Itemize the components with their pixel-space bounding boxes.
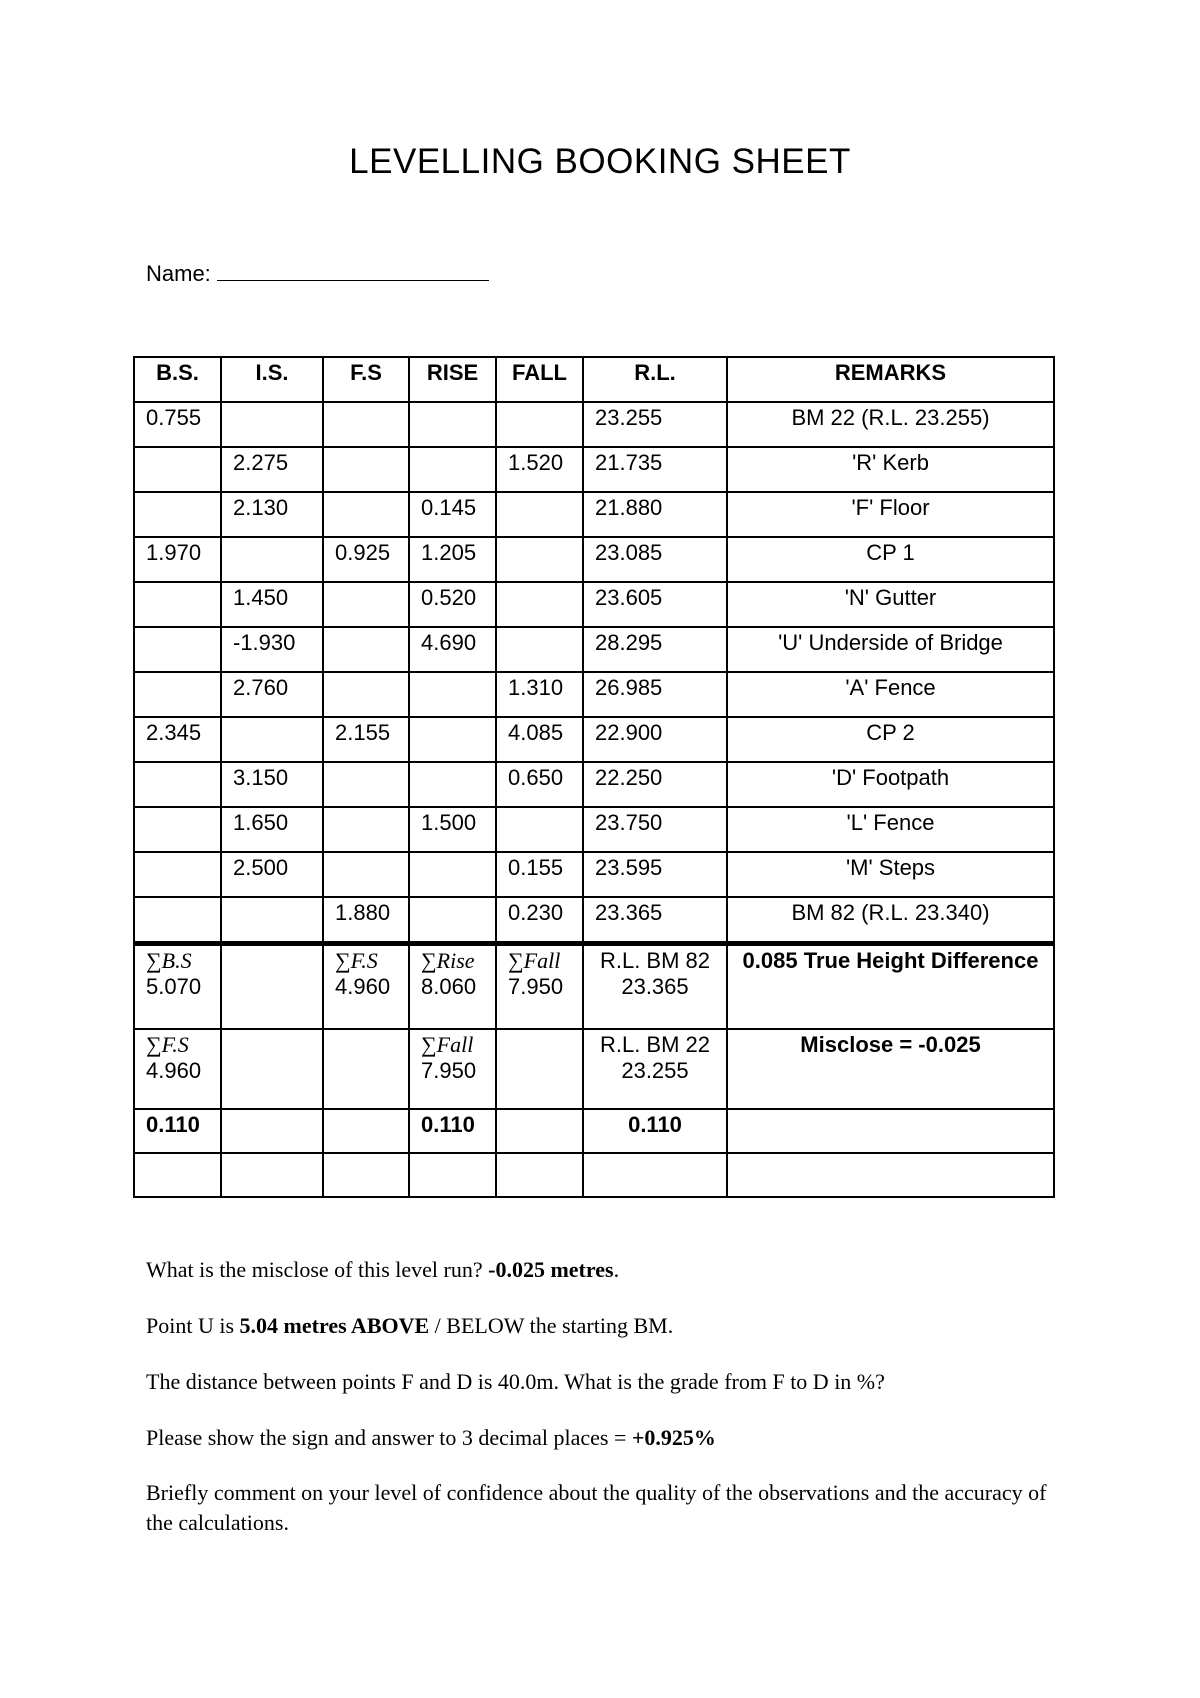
sum-fs-value: 4.960 [335, 974, 391, 999]
cell-fs [323, 582, 409, 627]
levelling-table [133, 356, 1055, 1198]
cell-bs [134, 807, 221, 852]
cell-bs [134, 492, 221, 537]
sum-fall-check-symbol: ∑Fall [421, 1032, 474, 1057]
cell-fs [323, 762, 409, 807]
empty-cell [583, 1153, 727, 1197]
cell-is [221, 717, 323, 762]
cell-rise: 0.520 [409, 582, 496, 627]
cell-bs: 2.345 [134, 717, 221, 762]
cell-remarks: BM 22 (R.L. 23.255) [727, 402, 1054, 447]
cell-is [221, 897, 323, 944]
cell-fs [323, 852, 409, 897]
cell-rise [409, 762, 496, 807]
cell-remarks: 'U' Underside of Bridge [727, 627, 1054, 672]
diff-bs-fs: 0.110 [134, 1109, 221, 1153]
totals-row-2 [134, 1029, 1054, 1109]
answer-point-u: 5.04 metres ABOVE [239, 1313, 430, 1338]
header-is: I.S. [221, 357, 323, 402]
cell-rise [409, 402, 496, 447]
answer-grade: +0.925% [631, 1425, 716, 1450]
cell-rise [409, 717, 496, 762]
cell-bs [134, 672, 221, 717]
sum-fall-symbol: ∑Fall [508, 948, 561, 973]
empty-cell [496, 1109, 583, 1153]
totals-row-3 [134, 1109, 1054, 1153]
cell-fall [496, 807, 583, 852]
table-row [134, 717, 1054, 762]
sum-rise-symbol: ∑Rise [421, 948, 475, 973]
cell-rise: 1.205 [409, 537, 496, 582]
empty-cell [134, 1153, 221, 1197]
sum-fs-check-symbol: ∑F.S [146, 1032, 189, 1057]
cell-remarks: 'M' Steps [727, 852, 1054, 897]
diff-rl: 0.110 [583, 1109, 727, 1153]
empty-cell [323, 1153, 409, 1197]
header-rl: R.L. [583, 357, 727, 402]
header-row [134, 357, 1054, 402]
cell-fs [323, 492, 409, 537]
empty-cell [496, 1029, 583, 1109]
empty-cell [727, 1109, 1054, 1153]
sum-fs-cell [323, 944, 409, 1030]
table-row [134, 447, 1054, 492]
header-rise: RISE [409, 357, 496, 402]
sum-fall-value: 7.950 [508, 974, 564, 999]
cell-remarks: 'R' Kerb [727, 447, 1054, 492]
cell-is: 2.500 [221, 852, 323, 897]
cell-bs [134, 852, 221, 897]
empty-cell [221, 1029, 323, 1109]
answer-misclose: -0.025 metres [488, 1257, 614, 1282]
cell-remarks: CP 2 [727, 717, 1054, 762]
cell-bs: 0.755 [134, 402, 221, 447]
empty-cell [496, 1153, 583, 1197]
cell-rise [409, 672, 496, 717]
header-fs: F.S [323, 357, 409, 402]
cell-remarks: 'D' Footpath [727, 762, 1054, 807]
name-blank-line [217, 260, 489, 281]
blank-row [134, 1153, 1054, 1197]
empty-cell [727, 1153, 1054, 1197]
empty-cell [221, 1153, 323, 1197]
cell-is: 2.130 [221, 492, 323, 537]
cell-is: -1.930 [221, 627, 323, 672]
name-field [146, 260, 489, 287]
question-grade: The distance between points F and D is 40.0m. What is the grade from F to D in %? [146, 1369, 885, 1394]
empty-cell [221, 944, 323, 1030]
empty-cell [221, 1109, 323, 1153]
cell-remarks: 'N' Gutter [727, 582, 1054, 627]
cell-rl: 26.985 [583, 672, 727, 717]
cell-remarks: 'F' Floor [727, 492, 1054, 537]
cell-rl: 21.880 [583, 492, 727, 537]
cell-fall: 1.310 [496, 672, 583, 717]
table-row [134, 807, 1054, 852]
sum-fall-check-cell [409, 1029, 496, 1109]
rl-bm22-cell: R.L. BM 22 23.255 [583, 1029, 727, 1109]
cell-is: 1.450 [221, 582, 323, 627]
cell-rl: 23.255 [583, 402, 727, 447]
question-misclose: What is the misclose of this level run? -0.025 metres. [146, 1257, 620, 1282]
cell-remarks: 'A' Fence [727, 672, 1054, 717]
table-row [134, 537, 1054, 582]
header-bs: B.S. [134, 357, 221, 402]
cell-fall: 0.155 [496, 852, 583, 897]
cell-rl: 23.085 [583, 537, 727, 582]
table-row [134, 762, 1054, 807]
cell-rl: 22.900 [583, 717, 727, 762]
cell-rl: 23.750 [583, 807, 727, 852]
rl-bm82-cell: R.L. BM 82 23.365 [583, 944, 727, 1030]
sum-bs-cell [134, 944, 221, 1030]
table-row [134, 582, 1054, 627]
cell-fs [323, 807, 409, 852]
page-title: LEVELLING BOOKING SHEET [349, 142, 851, 181]
cell-remarks: BM 82 (R.L. 23.340) [727, 897, 1054, 944]
sum-fs-check-value: 4.960 [146, 1058, 202, 1083]
empty-cell [409, 1153, 496, 1197]
cell-fall [496, 537, 583, 582]
table-row [134, 672, 1054, 717]
cell-rise: 1.500 [409, 807, 496, 852]
cell-fs: 2.155 [323, 717, 409, 762]
cell-fs [323, 447, 409, 492]
cell-remarks: CP 1 [727, 537, 1054, 582]
header-fall: FALL [496, 357, 583, 402]
cell-is [221, 537, 323, 582]
cell-is: 2.275 [221, 447, 323, 492]
cell-rl: 23.605 [583, 582, 727, 627]
cell-rl: 21.735 [583, 447, 727, 492]
cell-rise [409, 852, 496, 897]
sum-fs-check-cell [134, 1029, 221, 1109]
sum-fall-check-value: 7.950 [421, 1058, 477, 1083]
sum-rise-cell [409, 944, 496, 1030]
sum-bs-symbol: ∑B.S [146, 948, 192, 973]
cell-rl: 23.365 [583, 897, 727, 944]
table-row [134, 627, 1054, 672]
empty-cell [323, 1029, 409, 1109]
table-row [134, 402, 1054, 447]
header-remarks: REMARKS [727, 357, 1054, 402]
cell-is [221, 402, 323, 447]
cell-fs: 1.880 [323, 897, 409, 944]
cell-is: 3.150 [221, 762, 323, 807]
cell-bs [134, 627, 221, 672]
cell-rise: 0.145 [409, 492, 496, 537]
table-row [134, 492, 1054, 537]
cell-fall [496, 402, 583, 447]
question-point-u-prefix: Point U is [146, 1313, 235, 1338]
cell-rise [409, 897, 496, 944]
question-confidence: Briefly comment on your level of confidence about the quality of the observations and the accuracy of the calculations. [146, 1480, 1047, 1535]
true-height-difference: 0.085 True Height Difference [727, 944, 1054, 1030]
cell-fall: 0.650 [496, 762, 583, 807]
cell-bs [134, 897, 221, 944]
cell-fall [496, 627, 583, 672]
cell-fall: 0.230 [496, 897, 583, 944]
table-row [134, 897, 1054, 944]
cell-fall: 4.085 [496, 717, 583, 762]
sum-fall-cell [496, 944, 583, 1030]
cell-bs [134, 582, 221, 627]
question-grade-answer-text: Please show the sign and answer to 3 decimal places = [146, 1425, 627, 1450]
cell-is: 1.650 [221, 807, 323, 852]
cell-fall [496, 492, 583, 537]
cell-rise: 4.690 [409, 627, 496, 672]
cell-rl: 22.250 [583, 762, 727, 807]
table-row [134, 852, 1054, 897]
cell-bs: 1.970 [134, 537, 221, 582]
misclose-cell: Misclose = -0.025 [727, 1029, 1054, 1109]
cell-fs [323, 402, 409, 447]
question-grade-answer [146, 1423, 1066, 1453]
name-label: Name: [146, 261, 211, 286]
cell-fall: 1.520 [496, 447, 583, 492]
cell-fs [323, 672, 409, 717]
question-point-u [146, 1311, 1066, 1341]
empty-cell [323, 1109, 409, 1153]
sum-rise-value: 8.060 [421, 974, 477, 999]
diff-rise-fall: 0.110 [409, 1109, 496, 1153]
cell-is: 2.760 [221, 672, 323, 717]
cell-rl: 23.595 [583, 852, 727, 897]
cell-fs [323, 627, 409, 672]
cell-rl: 28.295 [583, 627, 727, 672]
question-point-u-suffix: / BELOW the starting BM. [434, 1313, 674, 1338]
cell-rise [409, 447, 496, 492]
sum-bs-value: 5.070 [146, 974, 202, 999]
cell-fall [496, 582, 583, 627]
cell-fs: 0.925 [323, 537, 409, 582]
sum-fs-symbol: ∑F.S [335, 948, 378, 973]
cell-bs [134, 762, 221, 807]
cell-remarks: 'L' Fence [727, 807, 1054, 852]
question-misclose-text: What is the misclose of this level run? [146, 1257, 483, 1282]
cell-bs [134, 447, 221, 492]
totals-row-1 [134, 944, 1054, 1030]
